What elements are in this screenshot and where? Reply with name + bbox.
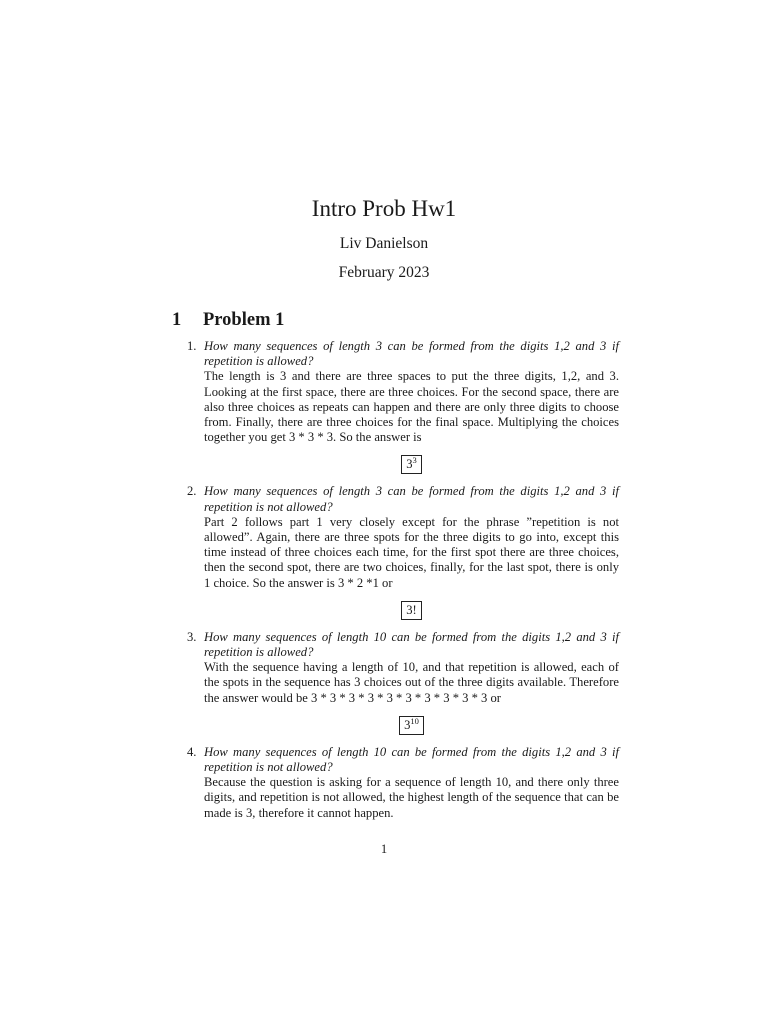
problem-question: How many sequences of length 10 can be formed from the digits 1,2 and 3 if repetition is allowed?	[204, 629, 619, 660]
boxed-answer	[401, 601, 422, 620]
problem-item-2	[183, 484, 619, 619]
problem-answer: The length is 3 and there are three spaces to put the three digits, 1,2, and 3. Looking at the first space, there are three choices. For the second space, there are also three choices as repeats can happen and there are only three digits to choose from. Finally, there are three choices for the final space. Multiplying the choices together you get 3 * 3 * 3. So the answer is	[204, 369, 619, 445]
boxed-answer-exponent: 10	[410, 715, 419, 726]
document-author: Liv Danielson	[339, 235, 429, 252]
boxed-answer-exponent: 3	[412, 455, 417, 466]
document-date: February 2023	[338, 264, 430, 281]
problem-marker: 4.	[187, 744, 197, 759]
boxed-answer-base: 3	[404, 717, 411, 732]
boxed-answer-wrap	[204, 716, 619, 735]
problem-marker: 3.	[187, 629, 197, 644]
boxed-answer	[399, 716, 424, 735]
boxed-answer-wrap	[204, 601, 619, 620]
boxed-answer	[401, 455, 422, 474]
problem-list	[183, 339, 619, 827]
problem-item-4	[183, 745, 619, 821]
problem-item-3	[183, 630, 619, 735]
problem-marker: 2.	[187, 484, 197, 499]
problem-marker: 1.	[187, 339, 197, 353]
boxed-answer-wrap	[204, 455, 619, 474]
problem-question: How many sequences of length 3 can be formed from the digits 1,2 and 3 if repetition is not allowed?	[204, 484, 619, 514]
section-number: 1	[172, 310, 182, 330]
page-number: 1	[380, 842, 388, 856]
document-title: Intro Prob Hw1	[311, 196, 457, 221]
section-heading	[172, 309, 284, 331]
problem-question: How many sequences of length 3 can be formed from the digits 1,2 and 3 if repetition is allowed?	[204, 339, 619, 369]
problem-answer: Part 2 follows part 1 very closely except for the phrase ”repetition is not allowed”. Again, there are three spots for the three digits to go into, except this time instead of three choices each time, for the first spot there are three choices, then the second spot, there are two choices, finally, for the last spot, there is only 1 choice. So the answer is 3 * 2 *1 or	[204, 514, 619, 590]
boxed-answer-base: 3!	[406, 602, 417, 617]
boxed-answer-base: 3	[406, 457, 413, 472]
problem-answer: With the sequence having a length of 10, and that repetition is allowed, each of the spots in the sequence has 3 choices out of the three digits available. Therefore the answer would be 3 * 3 * 3 * 3 * 3 * 3 * 3 * 3 * 3 * 3 or	[204, 660, 619, 705]
problem-answer: Because the question is asking for a sequence of length 10, and there only three digits, and repetition is not allowed, the highest length of the sequence that can be made is 3, therefore it cannot happen.	[204, 775, 619, 820]
section-title: Problem 1	[203, 310, 285, 330]
problem-question: How many sequences of length 10 can be formed from the digits 1,2 and 3 if repetition is not allowed?	[204, 744, 619, 775]
problem-item-1	[183, 339, 619, 474]
